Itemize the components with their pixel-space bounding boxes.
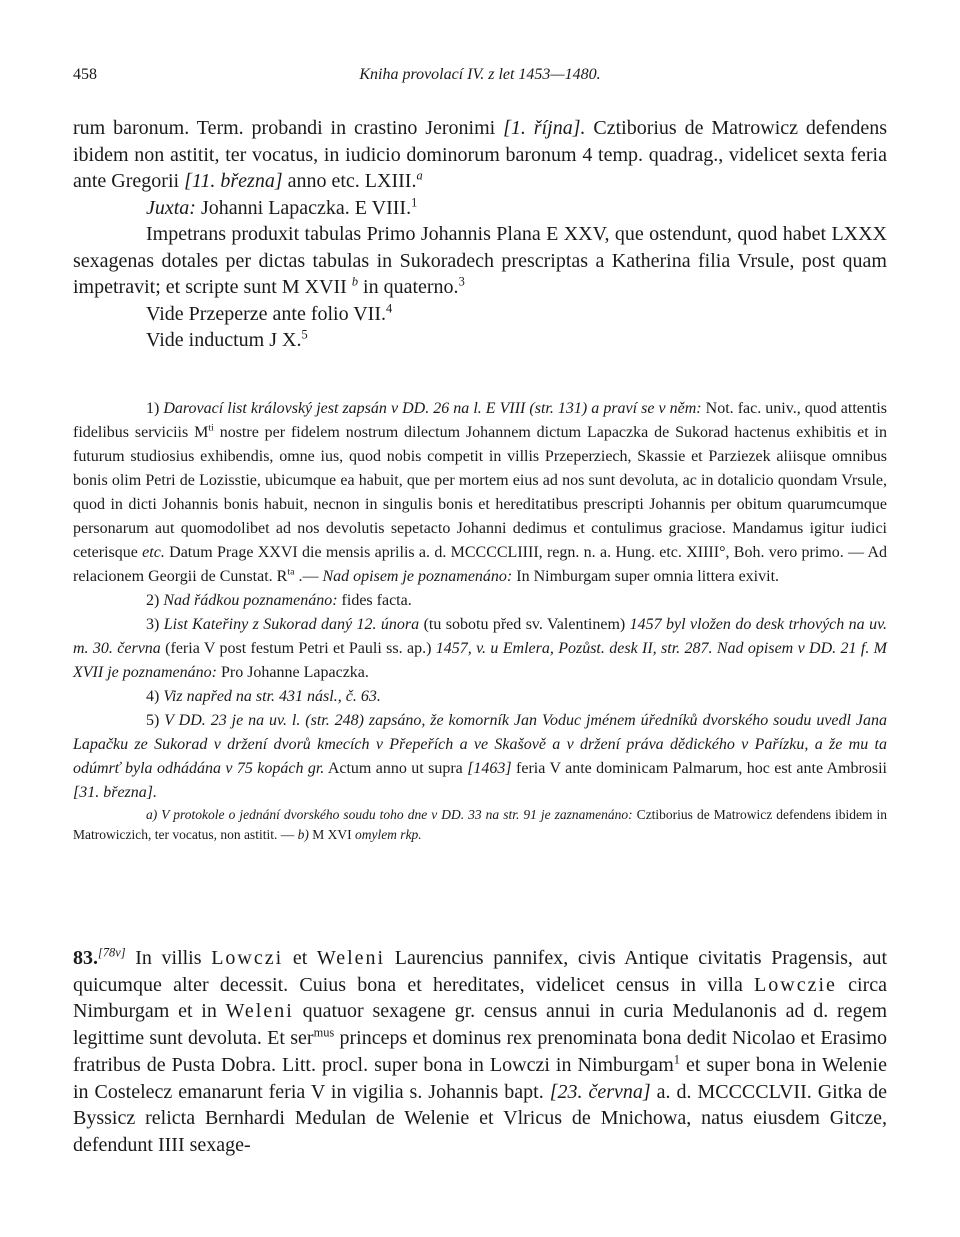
text-segment: Cztiborius de Matrowicz defendens ibidem non astitit, ter vocatus, in iudicio dominorum baronum 4 temp. quadrag., videlicet sexta feria ante Gregorii <box>73 117 887 192</box>
paragraph-vide-1 <box>73 301 887 328</box>
text-segment: Not. fac. univ., quod attentis fidelibus serviciis M <box>73 400 887 441</box>
text-segment: [1463] <box>467 760 512 777</box>
superscript: ta <box>287 566 295 578</box>
text-segment: Nad opisem je poznamenáno: <box>322 568 513 585</box>
text-segment: Darovací list královský jest zapsán v DD. 26 na l. E VIII (str. 131) a praví se v něm: <box>159 400 702 417</box>
text-segment: omylem rkp. <box>351 827 422 842</box>
footnote-a <box>73 805 887 845</box>
text-segment: Laurencius pannifex, civis Antique civitatis Pragensis, aut quicumque alter decessit. Cuius bona et hereditates, videlicet census in villa <box>73 947 887 996</box>
text-segment: fides facta. <box>337 592 412 609</box>
footnote-mark: b <box>351 274 359 289</box>
text-segment: Nad řádkou poznamenáno: <box>159 592 338 609</box>
text-segment: Vide inductum J X. <box>146 329 302 351</box>
footnote-number: 3) <box>146 616 160 633</box>
text-segment: Datum Prage XXVI die mensis aprilis a. d. MCCCCLIIII, regn. n. a. Hung. etc. XIIII°, Boh. vero primo. — Ad relacionem Georgii de Cunstat. R <box>73 544 888 585</box>
text-segment: et <box>283 947 317 969</box>
text-segment: Actum anno ut supra <box>324 760 468 777</box>
folio-mark: [78v] <box>98 945 126 960</box>
footnote-2 <box>73 589 887 613</box>
paragraph-juxta <box>73 195 887 222</box>
text-segment: princeps et dominus rex prenominata bona dedit Nicolao et Erasimo fratribus de Pusta Dobra. Litt. procl. super bona in Lowczi in Nimburgam <box>73 1027 888 1076</box>
text-segment: In Nimburgam super omnia littera exivit. <box>512 568 780 585</box>
superscript: mus <box>313 1025 335 1040</box>
footnote-number: b) <box>297 827 309 842</box>
date-note: [11. března] <box>184 170 283 192</box>
footnote-number: a) <box>146 807 158 822</box>
main-text <box>73 115 887 354</box>
text-segment: Vide Przeperze ante folio VII. <box>146 302 386 325</box>
entry-paragraph <box>73 945 887 1159</box>
footnote-3 <box>73 613 887 685</box>
text-segment: a. d. MCCCCLVII. Gitka de Byssicz relicta Bernhardi Medulan de Welenie et Vlricus de Mnichowa, natus eiusdem Gitcze, defendunt IIII sexage- <box>73 1080 888 1156</box>
footnote-number: 4) <box>146 688 160 705</box>
juxta-label: Juxta: <box>146 196 196 219</box>
text-segment: .— <box>294 568 323 585</box>
paragraph-impetrans <box>73 221 887 301</box>
place-name: Weleni <box>316 947 386 969</box>
text-segment: 1457, v. u Emlera, Pozůst. desk II, str. 287. Nad opisem v DD. 21 f. M XVII je poznamenáno: <box>73 640 888 681</box>
text-segment: in quaterno. <box>358 276 459 298</box>
footnote-number: 2) <box>146 592 160 609</box>
text-segment: M XVI <box>308 827 352 842</box>
footnotes <box>73 397 887 845</box>
text-segment: et super bona in Welenie in Costelecz emanarunt feria V in vigilia s. Johannis bapt. <box>73 1053 887 1103</box>
page <box>73 0 887 1237</box>
text-segment: [31. března]. <box>73 784 158 801</box>
running-title: Kniha provolací IV. z let 1453—1480. <box>359 66 601 83</box>
paragraph-vide-2 <box>73 327 887 354</box>
text-segment: (tu sobotu před sv. Valentinem) <box>419 616 626 633</box>
text-segment: (feria V post festum Petri et Pauli ss. ap.) <box>160 640 432 657</box>
place-name: Lowczie <box>754 973 837 996</box>
footnote-1 <box>73 397 887 589</box>
place-name: Weleni <box>225 1000 294 1023</box>
footnote-number: 1) <box>146 400 160 417</box>
text-segment: rum baronum. Term. probandi in crastino Jeronimi <box>73 117 504 139</box>
paragraph-continuation <box>73 115 887 195</box>
text-segment: Impetrans produxit tabulas Primo Johannis Plana E XXV, que ostendunt, quod habet LXXX sexagenas dotales per dictas tabulas in Sukoradech prescriptas a Katherina filia Vrsule, post quam impetravit; et scripte sunt M XVII <box>73 223 887 298</box>
text-segment: V DD. 23 je na uv. l. (str. 248) zapsáno, že komorník Jan Voduc jménem úředníků dvorského soudu uvedl Jana Lapačku ze Sukorad v držení dvorů kmecích v Přepeřích a ve Skašově a v držení práva dědického v Pařízku, a že mu ta odúmrť byla odhádána v 75 kopách gr. <box>73 712 887 777</box>
footnote-4 <box>73 685 887 709</box>
text-segment: Pro Johanne Lapaczka. <box>216 664 369 681</box>
date-note: [23. června] <box>549 1080 651 1103</box>
entry-83 <box>73 945 887 1159</box>
text-segment: nostre per fidelem nostrum dilectum Johannem dictum Lapaczka de Sukorad hactenus exhibitis et in futurum studiosius exhibendis, omne ius, quod nobis competit in villis Przeperziech, Skassie et Parziezek aliisque omnibus bonis olim Petri de Lozisstie, ubicumque ea habuit, que per mortem eius ad nos sunt devoluta, ac in dotalicio quondam Vrsule, quod in dicti Johannis bonis habuit, necnon in singulis bonis et hereditatibus prescripti Johannis per obitum quarumcumque personarum aut quomodolibet ad nos devolutis sepetacto Johanni dedimus et contulimus graciose. Mandamus igitur iudici ceterisque <box>73 424 887 561</box>
text-segment: Viz napřed na str. 431 násl., č. 63. <box>159 688 381 705</box>
text-segment: feria V ante dominicam Palmarum, hoc est ante Ambrosii <box>511 760 888 777</box>
footnote-mark: 1 <box>411 194 418 209</box>
page-header <box>73 66 887 86</box>
superscript: ti <box>208 422 214 434</box>
text-segment: Cztiborius de Matrowicz defendens ibidem in Matrowiczich, ter vocatus, non astitit. — <box>73 807 888 842</box>
footnote-5 <box>73 709 887 805</box>
text-segment: V protokole o jednání dvorského soudu toho dne v DD. 33 na str. 91 je zaznamenáno: <box>157 807 633 822</box>
footnote-mark: 3 <box>458 274 465 289</box>
text-segment: quatuor sexagene gr. census annui in curia Medulanonis ad d. regem legittime sunt devoluta. Et ser <box>73 1000 887 1050</box>
text-segment: In villis <box>125 947 212 969</box>
text-segment: anno etc. LXIII. <box>282 170 417 192</box>
footnote-mark: 5 <box>301 327 308 342</box>
text-segment: List Kateřiny z Sukorad daný 12. února <box>159 616 420 633</box>
footnote-number: 5) <box>146 712 160 729</box>
footnote-mark: a <box>416 168 423 183</box>
text-segment: 1457 byl vložen do desk trhových na uv. m. 30. června <box>73 616 888 657</box>
date-note: [1. října]. <box>503 117 586 139</box>
place-name: Lowczi <box>211 947 284 969</box>
footnote-mark: 4 <box>386 300 393 315</box>
text-segment: etc. <box>142 544 165 561</box>
text-segment: Johanni Lapaczka. E VIII. <box>195 196 412 219</box>
text-segment: circa Nimburgam et in <box>73 973 887 1023</box>
entry-number: 83. <box>73 947 98 969</box>
page-number: 458 <box>73 66 97 83</box>
footnote-mark: 1 <box>673 1052 680 1067</box>
